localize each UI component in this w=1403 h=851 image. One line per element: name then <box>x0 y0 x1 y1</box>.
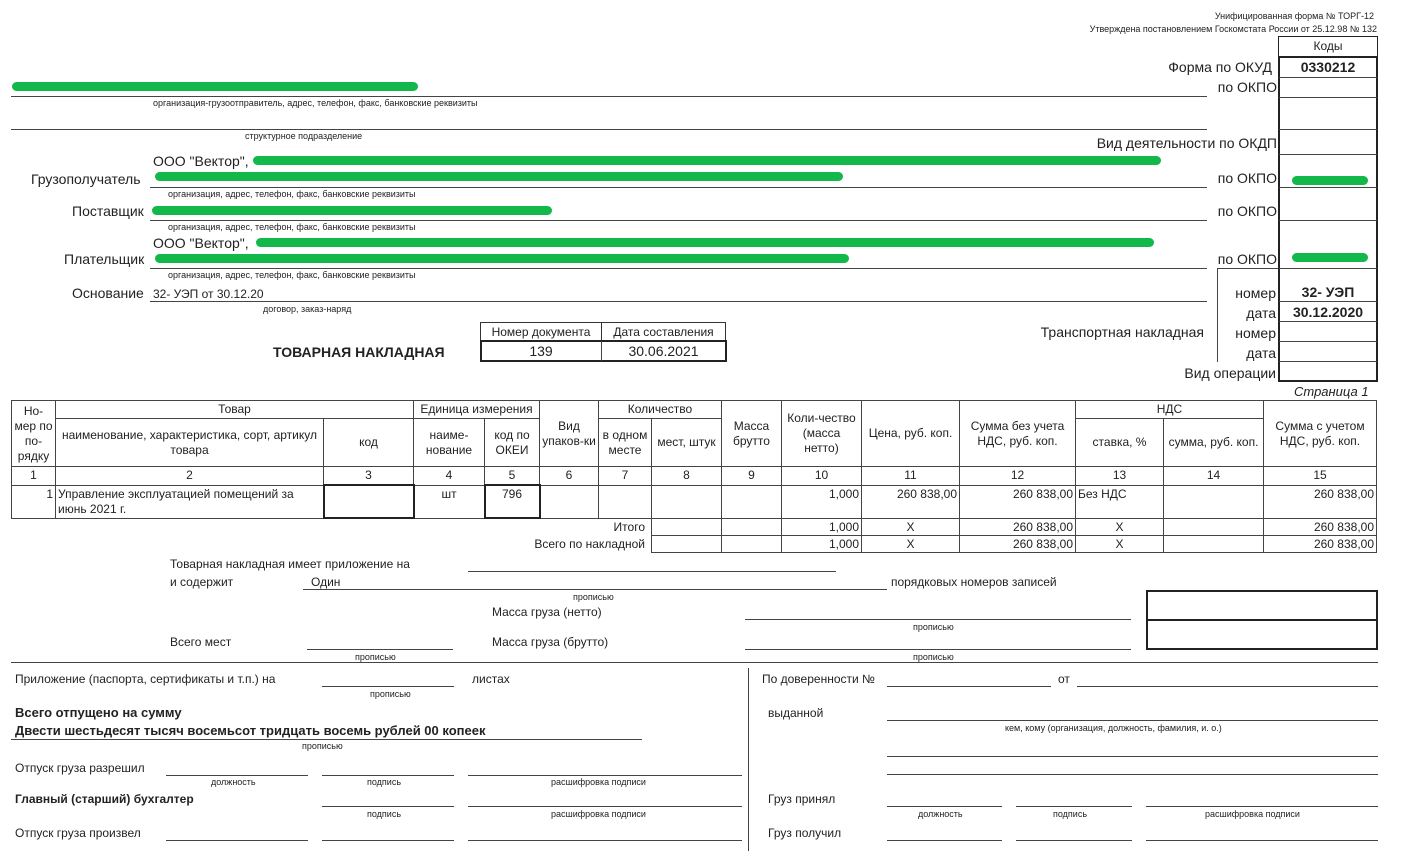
basis-date-value: 30.12.2020 <box>1292 304 1364 320</box>
codes-title: Коды <box>1313 39 1343 53</box>
transport-label: Транспортная накладная <box>1040 324 1204 340</box>
goods-table <box>11 400 1377 519</box>
transport-date-label: дата <box>1246 345 1276 361</box>
itogo-rate: X <box>1076 519 1164 536</box>
okdp-label: Вид деятельности по ОКДП <box>1096 135 1277 151</box>
position-caption: должность <box>211 777 256 787</box>
okpo-label-3: по ОКПО <box>1217 203 1277 219</box>
vsego-total: 260 838,00 <box>1264 536 1377 553</box>
itogo-net: 1,000 <box>782 519 862 536</box>
redaction-mark <box>155 172 843 181</box>
col-number: 13 <box>1076 467 1164 486</box>
propisyu-caption: прописью <box>573 592 614 602</box>
col-price-header: Цена, руб. коп. <box>862 401 960 467</box>
doc-date: 30.06.2021 <box>628 343 699 359</box>
col-rate-header: ставка, % <box>1076 419 1164 467</box>
vsego-net: 1,000 <box>782 536 862 553</box>
payer-caption: организация, адрес, телефон, факс, банковские реквизиты <box>168 270 416 280</box>
col-num-header: Но-мер по по-рядку <box>12 401 56 467</box>
basis-number-value: 32- УЭП <box>1301 284 1355 300</box>
col-vat-header: НДС <box>1076 401 1264 419</box>
mass-net-label: Масса груза (нетто) <box>492 605 602 619</box>
col-code-header: код <box>324 419 414 467</box>
transport-number-label: номер <box>1235 325 1276 341</box>
redaction-mark <box>1292 176 1368 185</box>
col-sum-novat-header: Сумма без учета НДС, руб. коп. <box>960 401 1076 467</box>
row-pack <box>540 485 599 518</box>
chief-accountant-label: Главный (старший) бухгалтер <box>15 792 194 806</box>
form-name: Унифицированная форма № ТОРГ-12 <box>1214 11 1374 21</box>
col-okei-header: код по ОКЕИ <box>485 419 540 467</box>
row-gross <box>722 485 782 518</box>
basis-date-label: дата <box>1246 305 1276 321</box>
col-number: 6 <box>540 467 599 486</box>
totals-table <box>651 518 1377 553</box>
redaction-mark <box>253 156 1161 165</box>
basis-label: Основание <box>72 285 144 301</box>
itogo-label: Итого <box>613 520 645 534</box>
row-okei: 796 <box>485 485 540 518</box>
col-number: 12 <box>960 467 1076 486</box>
redaction-mark <box>155 254 849 263</box>
signature-caption: подпись <box>367 777 402 787</box>
signature-caption: подпись <box>1053 809 1088 819</box>
col-number: 9 <box>722 467 782 486</box>
proxy-label: По доверенности № <box>762 672 875 686</box>
redaction-mark <box>12 82 418 91</box>
doc-date-header: Дата составления <box>613 325 714 339</box>
col-unit-name-header: наиме-нование <box>414 419 485 467</box>
consignee-label: Грузополучатель <box>31 171 141 187</box>
column-numbers-row <box>12 467 1377 486</box>
col-qty-header: Количество <box>599 401 722 419</box>
col-pack-header: Вид упаков-ки <box>540 401 599 467</box>
col-name-header: наименование, характеристика, сорт, артикул товара <box>56 419 324 467</box>
mass-gross-label: Масса груза (брутто) <box>492 635 609 649</box>
signature-caption: подпись <box>367 809 402 819</box>
vsego-rate: X <box>1076 536 1164 553</box>
vsego-label: Всего по накладной <box>534 537 645 551</box>
col-number: 7 <box>599 467 652 486</box>
issued-caption: кем, кому (организация, должность, фамилия, и. о.) <box>1005 723 1222 733</box>
col-number: 3 <box>324 467 414 486</box>
row-places <box>652 485 722 518</box>
row-in-place <box>599 485 652 518</box>
vsego-sum: 260 838,00 <box>960 536 1076 553</box>
doc-num-header: Номер документа <box>491 325 591 339</box>
subdivision-caption: структурное подразделение <box>245 131 363 141</box>
decoding-caption: расшифровка подписи <box>551 777 646 787</box>
propisyu-caption: прописью <box>913 622 954 632</box>
col-number: 1 <box>12 467 56 486</box>
supplier-caption: организация, адрес, телефон, факс, банковские реквизиты <box>168 222 416 232</box>
row-sum: 260 838,00 <box>960 485 1076 518</box>
basis-number-label: номер <box>1235 285 1276 301</box>
itogo-sum: 260 838,00 <box>960 519 1076 536</box>
col-number: 4 <box>414 467 485 486</box>
codes-values-frame <box>1278 56 1378 382</box>
redaction-mark <box>256 238 1154 247</box>
col-number: 5 <box>485 467 540 486</box>
operation-label: Вид операции <box>1184 365 1276 381</box>
basis-value: 32- УЭП от 30.12.20 <box>153 287 264 301</box>
decoding-caption: расшифровка подписи <box>551 809 646 819</box>
payer-name: ООО "Вектор", <box>153 235 249 251</box>
records-count: Один <box>311 575 341 589</box>
doc-number: 139 <box>529 343 553 359</box>
released-sum-words: Двести шестьдесят тысяч восемьсот тридцать восемь рублей 00 копеек <box>15 723 486 738</box>
col-number: 2 <box>56 467 324 486</box>
col-number: 10 <box>782 467 862 486</box>
row-vat <box>1164 485 1264 518</box>
consignee-caption: организация, адрес, телефон, факс, банковские реквизиты <box>168 189 416 199</box>
shipper-caption: организация-грузоотправитель, адрес, телефон, факс, банковские реквизиты <box>153 98 478 108</box>
row-net: 1,000 <box>782 485 862 518</box>
row-total: 260 838,00 <box>1264 485 1377 518</box>
col-in-place-header: в одном месте <box>599 419 652 467</box>
proxy-from-label: от <box>1058 672 1070 686</box>
redaction-mark <box>1292 253 1368 262</box>
places-total-label: Всего мест <box>170 635 232 649</box>
propisyu-caption: прописью <box>302 741 343 751</box>
itogo-row <box>652 519 1377 536</box>
table-row <box>12 485 1377 518</box>
payer-label: Плательщик <box>64 251 145 267</box>
okpo-label-2: по ОКПО <box>1217 170 1277 186</box>
document-title: ТОВАРНАЯ НАКЛАДНАЯ <box>273 344 445 360</box>
redaction-mark <box>152 206 552 215</box>
col-gross-header: Масса брутто <box>722 401 782 467</box>
supplier-label: Поставщик <box>72 203 144 219</box>
row-price: 260 838,00 <box>862 485 960 518</box>
col-places-header: мест, штук <box>652 419 722 467</box>
contains-label: и содержит <box>170 575 234 589</box>
cargo-received-label: Груз получил <box>768 826 842 840</box>
col-number: 11 <box>862 467 960 486</box>
attach-line: Товарная накладная имеет приложение на <box>170 557 410 571</box>
okud-label: Форма по ОКУД <box>1168 59 1272 75</box>
released-sum-label: Всего отпущено на сумму <box>15 705 182 720</box>
row-name: Управление эксплуатацией помещений за июнь 2021 г. <box>56 485 324 518</box>
col-net-header: Коли-чество (масса нетто) <box>782 401 862 467</box>
col-goods-header: Товар <box>56 401 414 419</box>
position-caption: должность <box>918 809 963 819</box>
propisyu-caption: прописью <box>370 689 411 699</box>
approval-note: Утверждена постановлением Госкомстата России от 25.12.98 № 132 <box>1089 24 1377 34</box>
release-allowed-label: Отпуск груза разрешил <box>15 761 145 775</box>
consignee-name: ООО "Вектор", <box>153 153 249 169</box>
col-unit-header: Единица измерения <box>414 401 540 419</box>
row-rate: Без НДС <box>1076 485 1164 518</box>
col-number: 14 <box>1164 467 1264 486</box>
row-code <box>324 485 414 518</box>
okpo-label-1: по ОКПО <box>1217 79 1277 95</box>
release-done-label: Отпуск груза произвел <box>15 826 141 840</box>
itogo-price: X <box>862 519 960 536</box>
vsego-row <box>652 536 1377 553</box>
vsego-price: X <box>862 536 960 553</box>
propisyu-caption: прописью <box>355 652 396 662</box>
itogo-total: 260 838,00 <box>1264 519 1377 536</box>
cargo-accepted-label: Груз принял <box>768 792 836 806</box>
okpo-label-4: по ОКПО <box>1217 251 1277 267</box>
propisyu-caption: прописью <box>913 652 954 662</box>
basis-caption: договор, заказ-наряд <box>263 304 352 314</box>
records-label: порядковых номеров записей <box>891 575 1057 589</box>
page-label: Страница 1 <box>1294 384 1369 399</box>
col-number: 15 <box>1264 467 1377 486</box>
col-number: 8 <box>652 467 722 486</box>
appendix-label: Приложение (паспорта, сертификаты и т.п.) на <box>15 672 276 686</box>
col-sum-vat-header: Сумма с учетом НДС, руб. коп. <box>1264 401 1377 467</box>
decoding-caption: расшифровка подписи <box>1205 809 1300 819</box>
okud-value: 0330212 <box>1300 59 1356 75</box>
row-number: 1 <box>12 485 56 518</box>
sheets-label: листах <box>472 672 510 686</box>
row-unit: шт <box>414 485 485 518</box>
col-vat-sum-header: сумма, руб. коп. <box>1164 419 1264 467</box>
issued-label: выданной <box>768 706 824 720</box>
